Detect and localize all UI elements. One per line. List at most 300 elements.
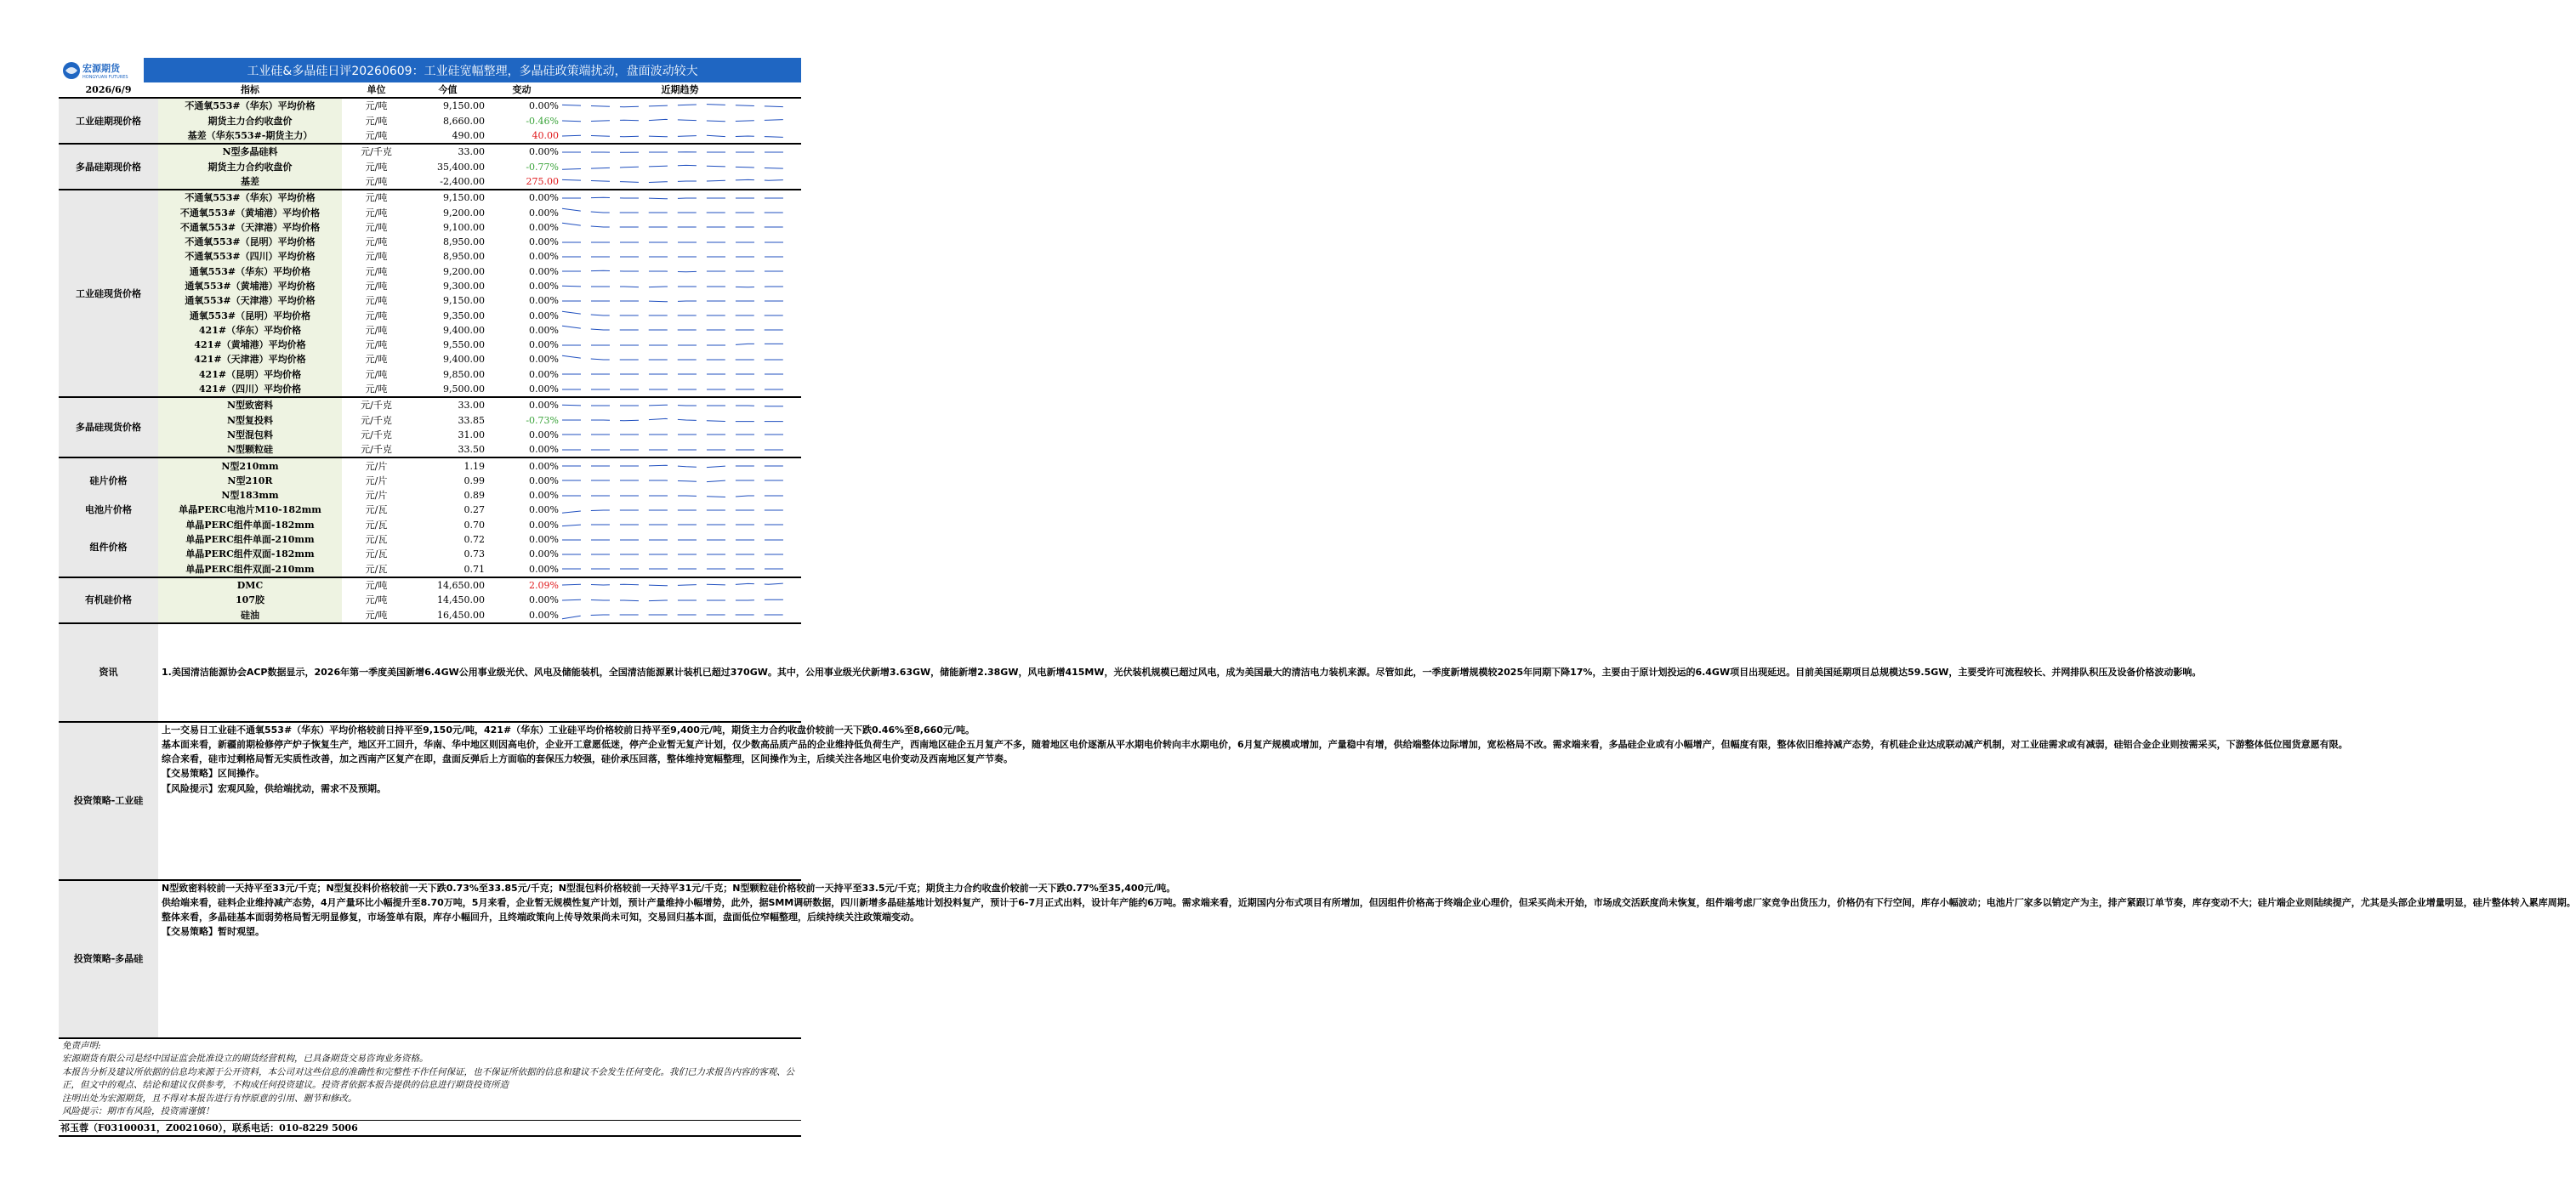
unit-cell: 元/瓦 <box>365 563 388 575</box>
value-cell: 8,660.00 <box>443 115 485 127</box>
change-cell: 0.00% <box>485 457 559 473</box>
change-cell: 0.00% <box>529 251 559 263</box>
unit-cell: 元/吨 <box>365 354 388 366</box>
trend-cell <box>559 577 801 593</box>
trend-cell <box>559 488 801 503</box>
indicator-name: N型210mm <box>158 457 342 473</box>
change-cell: 40.00 <box>532 130 559 142</box>
price-row <box>59 235 801 249</box>
value-cell: 14,650.00 <box>411 577 485 593</box>
unit-cell: 元/吨 <box>365 594 388 606</box>
unit-cell: 元/吨 <box>365 221 388 233</box>
change-cell: 2.09% <box>485 577 559 593</box>
value-cell: 9,400.00 <box>443 324 485 336</box>
company-logo <box>59 58 144 82</box>
trend-cell <box>559 279 801 293</box>
logo-en-text: HONGYUAN FUTURES <box>82 74 128 80</box>
value-cell: 0.89 <box>463 490 485 502</box>
trend-cell <box>559 264 801 279</box>
change-cell: 0.00% <box>529 383 559 395</box>
value-cell: 33.85 <box>458 414 485 426</box>
trend-line <box>562 599 789 601</box>
unit-cell: 元/吨 <box>365 324 388 336</box>
value-cell: 0.73 <box>463 548 485 560</box>
change-cell: 0.00% <box>529 519 559 531</box>
indicator-name: 不通氧553#（天津港）平均价格 <box>158 220 342 235</box>
unit-cell: 元/吨 <box>365 130 388 142</box>
price-row <box>59 442 801 457</box>
indicator-name: 基差 <box>158 174 342 190</box>
price-row <box>59 352 801 366</box>
category-label: 电池片价格 <box>59 503 158 517</box>
trend-cell <box>559 190 801 205</box>
change-cell: 0.00% <box>529 368 559 380</box>
change-cell: 0.00% <box>485 190 559 205</box>
strategy-poly-label: 投资策略-多晶硅 <box>59 880 158 1037</box>
trend-cell <box>559 114 801 128</box>
trend-cell <box>559 98 801 113</box>
strategy-paragraph: 基本面来看，新疆前期检修停产炉子恢复生产，地区开工回升，华南、华中地区则因高电价，企业开工意愿低迷，停产企业暂无复产计划，仅少数高品质产品的企业维持低负荷生产，西南地区硅企五月复产不多，随着地区电价逐渐从平水期电价转向丰水期电价，6月复产规模或增加，产量稳中有增，供给端整体边际增加，宽松格局不改。需求端来看，多晶硅企业或有小幅增产，但幅度有限，整体依旧维持减产态势，有机硅企业达成联动减产机制，对工业硅需求或有减弱，硅铝合金企业则按需采买，下游整体低位囤货意愿有限。 <box>162 738 2348 750</box>
price-row <box>59 159 801 173</box>
trend-sparkline <box>559 474 793 487</box>
value-cell: 8,950.00 <box>443 251 485 263</box>
unit-cell: 元/吨 <box>365 175 388 187</box>
change-cell: 0.00% <box>485 397 559 412</box>
trend-line <box>562 270 789 272</box>
trend-line <box>562 311 789 315</box>
trend-line <box>562 355 789 360</box>
indicator-name: 通氧553#（黄埔港）平均价格 <box>158 279 342 293</box>
unit-cell: 元/瓦 <box>365 534 388 546</box>
change-cell: -0.73% <box>526 414 559 426</box>
strategy-si-row <box>59 722 801 880</box>
indicator-name: 单晶PERC组件双面-210mm <box>158 562 342 577</box>
trend-line <box>562 419 789 422</box>
category-label: 工业硅期现价格 <box>59 98 158 144</box>
value-cell: 0.99 <box>463 474 485 486</box>
indicator-name: 421#（黄埔港）平均价格 <box>158 338 342 352</box>
price-row <box>59 518 801 532</box>
table-header-row <box>59 82 801 98</box>
indicator-name: N型复投料 <box>158 413 342 428</box>
trend-line <box>562 208 789 213</box>
report-sheet <box>59 58 2576 1137</box>
value-cell: 0.72 <box>463 534 485 546</box>
price-row <box>59 593 801 607</box>
price-row <box>59 323 801 338</box>
change-cell: 0.00% <box>529 354 559 366</box>
trend-sparkline <box>559 443 793 457</box>
logo-mark-icon <box>62 60 142 81</box>
category-label: 硅片价格 <box>59 457 158 503</box>
change-cell: 0.00% <box>485 98 559 113</box>
trend-header: 近期趋势 <box>661 84 699 96</box>
indicator-name: 通氧553#（昆明）平均价格 <box>158 308 342 322</box>
change-cell: -0.77% <box>526 161 559 173</box>
trend-line <box>562 301 789 302</box>
change-cell: 0.00% <box>529 594 559 606</box>
price-row <box>59 264 801 279</box>
unit-header: 单位 <box>367 84 386 96</box>
value-cell: 33.00 <box>411 397 485 412</box>
value-cell: 14,450.00 <box>437 594 485 606</box>
value-cell: 35,400.00 <box>437 161 485 173</box>
indicator-name: 不通氧553#（昆明）平均价格 <box>158 235 342 249</box>
trend-cell <box>559 174 801 190</box>
indicator-name: 不通氧553#（黄埔港）平均价格 <box>158 205 342 219</box>
disclaimer-line: 宏源期货有限公司是经中国证监会批准设立的期货经营机构，已具备期货交易咨询业务资格。 <box>62 1054 429 1065</box>
unit-cell: 元/千克 <box>361 429 392 440</box>
trend-sparkline <box>559 428 793 441</box>
trend-cell <box>559 220 801 235</box>
unit-cell: 元/吨 <box>365 251 388 263</box>
trend-sparkline <box>559 129 793 143</box>
indicator-header: 指标 <box>241 84 259 96</box>
price-row <box>59 144 801 159</box>
change-cell: -0.46% <box>526 115 559 127</box>
indicator-name: 期货主力合约收盘价 <box>158 159 342 173</box>
date-header: 2026/6/9 <box>85 84 132 96</box>
trend-sparkline <box>559 206 793 219</box>
unit-cell: 元/千克 <box>361 414 392 426</box>
unit-cell: 元/瓦 <box>365 548 388 560</box>
trend-sparkline <box>559 145 793 159</box>
trend-cell <box>559 503 801 517</box>
change-cell: 0.00% <box>529 295 559 307</box>
trend-line <box>562 465 789 467</box>
trend-sparkline <box>559 280 793 293</box>
indicator-name: DMC <box>158 577 342 593</box>
trend-line <box>562 525 789 526</box>
trend-cell <box>559 249 801 264</box>
strategy-paragraph: 【交易策略】区间操作。 <box>162 768 264 780</box>
value-cell: -2,400.00 <box>440 175 485 187</box>
trend-sparkline <box>559 608 793 622</box>
change-cell: 0.00% <box>529 236 559 248</box>
trend-sparkline <box>559 99 793 113</box>
trend-line <box>562 120 789 122</box>
trend-sparkline <box>559 250 793 264</box>
trend-line <box>562 510 789 513</box>
value-cell: 9,850.00 <box>443 368 485 380</box>
unit-cell: 元/吨 <box>365 236 388 248</box>
strategy-si-text <box>158 723 2348 796</box>
price-row <box>59 205 801 219</box>
indicator-name: 不通氧553#（四川）平均价格 <box>158 249 342 264</box>
trend-sparkline <box>559 459 793 473</box>
indicator-name: N型多晶硅料 <box>158 144 342 159</box>
change-cell: 0.00% <box>529 563 559 575</box>
change-cell: 0.00% <box>529 444 559 456</box>
category-label: 工业硅现货价格 <box>59 190 158 397</box>
trend-cell <box>559 518 801 532</box>
price-row <box>59 382 801 397</box>
price-row <box>59 503 801 517</box>
indicator-name: 期货主力合约收盘价 <box>158 114 342 128</box>
value-cell: 1.19 <box>411 457 485 473</box>
price-row <box>59 174 801 190</box>
price-row <box>59 562 801 577</box>
trend-sparkline <box>559 174 793 188</box>
trend-sparkline <box>559 236 793 249</box>
change-cell: 0.00% <box>529 609 559 621</box>
change-cell: 0.00% <box>529 324 559 336</box>
value-cell: 9,550.00 <box>443 339 485 351</box>
trend-line <box>562 180 789 183</box>
disclaimer-line: 本报告分析及建议所依据的信息均来源于公开资料，本公司对这些信息的准确性和完整性不作任何保证，也不保证所依据的信息和建议不会发生任何变化。我们已力求报告内容的客观、公正，但文中的观点、结论和建议仅供参考，不构成任何投资建议。投资者依据本报告提供的信息进行期货投资所造 <box>62 1066 794 1091</box>
trend-line <box>562 166 789 170</box>
category-label: 多晶硅现货价格 <box>59 397 158 457</box>
price-row <box>59 413 801 428</box>
value-cell: 0.71 <box>463 563 485 575</box>
unit-cell: 元/吨 <box>365 281 388 292</box>
trend-cell <box>559 457 801 473</box>
price-row <box>59 308 801 322</box>
price-row <box>59 114 801 128</box>
trend-sparkline <box>559 399 793 412</box>
change-header: 变动 <box>512 84 532 96</box>
indicator-name: 单晶PERC电池片M10-182mm <box>158 503 342 517</box>
change-cell: 0.00% <box>529 221 559 233</box>
trend-cell <box>559 144 801 159</box>
value-cell: 0.70 <box>463 519 485 531</box>
indicator-name: 421#（华东）平均价格 <box>158 323 342 338</box>
category-label: 多晶硅期现价格 <box>59 144 158 190</box>
trend-cell <box>559 442 801 457</box>
value-cell: 9,500.00 <box>443 383 485 395</box>
report-header <box>59 58 801 82</box>
trend-cell <box>559 397 801 412</box>
report-title: 工业硅&多晶硅日评20260609：工业硅宽幅整理，多晶硅政策端扰动，盘面波动较大 <box>144 58 801 82</box>
strategy-paragraph: 综合来看，硅市过剩格局暂无实质性改善，加之西南产区复产在即，盘面反弹后上方面临的套保压力较强，硅价承压回落，整体维持宽幅整理，区间操作为主，后续关注各地区电价变动及西南地区复产节奏。 <box>162 753 1013 765</box>
change-cell: 0.00% <box>529 534 559 546</box>
unit-cell: 元/吨 <box>365 115 388 127</box>
unit-cell: 元/吨 <box>365 207 388 219</box>
disclaimer <box>59 1037 801 1120</box>
disclaimer-line: 风险提示：期市有风险，投资需谨慎！ <box>62 1106 214 1117</box>
indicator-name: 单晶PERC组件单面-182mm <box>158 518 342 532</box>
trend-cell <box>559 293 801 308</box>
trend-line <box>562 583 789 586</box>
change-cell: 0.00% <box>529 207 559 219</box>
unit-cell: 元/吨 <box>365 368 388 380</box>
trend-sparkline <box>559 562 793 576</box>
trend-cell <box>559 474 801 488</box>
value-cell: 9,300.00 <box>443 281 485 292</box>
indicator-name: 单晶PERC组件单面-210mm <box>158 532 342 547</box>
category-label: 组件价格 <box>59 518 158 577</box>
indicator-name: 421#（天津港）平均价格 <box>158 352 342 366</box>
strategy-si-label: 投资策略-工业硅 <box>59 722 158 880</box>
disclaimer-line: 注明出处为宏源期货，且不得对本报告进行有悖原意的引用、删节和修改。 <box>62 1093 357 1104</box>
indicator-name: N型210R <box>158 474 342 488</box>
price-row <box>59 249 801 264</box>
trend-sparkline <box>559 264 793 278</box>
trend-cell <box>559 607 801 622</box>
price-row <box>59 397 801 412</box>
strategy-paragraph: 整体来看，多晶硅基本面弱势格局暂无明显修复，市场签单有限，库存小幅回升，且终端政策向上传导效果尚未可知，交易回归基本面，盘面低位窄幅整理，后续持续关注政策端变动。 <box>162 912 919 923</box>
trend-cell <box>559 367 801 382</box>
price-row <box>59 338 801 352</box>
change-cell: 0.00% <box>529 490 559 502</box>
value-cell: 490.00 <box>452 130 485 142</box>
trend-sparkline <box>559 594 793 607</box>
indicator-name: 基差（华东553#-期货主力） <box>158 128 342 144</box>
unit-cell: 元/吨 <box>365 161 388 173</box>
trend-sparkline <box>559 294 793 308</box>
trend-sparkline <box>559 160 793 173</box>
trend-cell <box>559 308 801 322</box>
news-row <box>59 623 801 722</box>
unit-cell: 元/吨 <box>365 383 388 395</box>
value-cell: 9,200.00 <box>443 265 485 277</box>
value-header: 今值 <box>438 84 458 96</box>
news-label: 资讯 <box>59 623 158 722</box>
unit-cell: 元/吨 <box>365 609 388 621</box>
trend-sparkline <box>559 413 793 427</box>
trend-cell <box>559 352 801 366</box>
price-row <box>59 532 801 547</box>
value-cell: 9,100.00 <box>443 221 485 233</box>
trend-sparkline <box>559 503 793 517</box>
trend-cell <box>559 562 801 577</box>
price-row <box>59 428 801 442</box>
change-cell: 275.00 <box>526 175 559 187</box>
trend-line <box>562 286 789 287</box>
trend-cell <box>559 547 801 561</box>
trend-line <box>562 152 789 153</box>
unit-cell: 元/吨 <box>342 190 411 205</box>
analyst-contact: 祁玉蓉（F03100031，Z0021060），联系电话：010-8229 5006 <box>59 1120 801 1137</box>
trend-cell <box>559 382 801 397</box>
trend-sparkline <box>559 309 793 322</box>
value-cell: 9,150.00 <box>411 190 485 205</box>
trend-line <box>562 496 789 497</box>
unit-cell: 元/千克 <box>361 444 392 456</box>
unit-cell: 元/瓦 <box>365 504 388 516</box>
unit-cell: 元/吨 <box>365 339 388 351</box>
unit-cell: 元/吨 <box>365 295 388 307</box>
value-cell: 9,350.00 <box>443 310 485 321</box>
indicator-name: 通氧553#（华东）平均价格 <box>158 264 342 279</box>
indicator-name: 421#（昆明）平均价格 <box>158 367 342 382</box>
strategy-paragraph: 【风险提示】宏观风险，供给端扰动，需求不及预期。 <box>162 782 386 794</box>
unit-cell: 元/瓦 <box>365 519 388 531</box>
change-cell: 0.00% <box>529 548 559 560</box>
unit-cell: 元/千克 <box>342 144 411 159</box>
indicator-name: N型致密料 <box>158 397 342 412</box>
trend-sparkline <box>559 489 793 503</box>
change-cell: 0.00% <box>529 429 559 440</box>
unit-cell: 元/片 <box>365 490 388 502</box>
change-cell: 0.00% <box>529 474 559 486</box>
trend-cell <box>559 413 801 428</box>
price-row <box>59 488 801 503</box>
price-table <box>59 82 2576 1037</box>
trend-sparkline <box>559 548 793 561</box>
trend-sparkline <box>559 533 793 547</box>
value-cell: 31.00 <box>458 429 485 440</box>
trend-sparkline <box>559 338 793 352</box>
strategy-paragraph: 上一交易日工业硅不通氧553#（华东）平均价格较前日持平至9,150元/吨，421#（华东）工业硅平均价格较前日持平至9,400元/吨，期货主力合约收盘价较前一天下跌0.46%至8,660元/吨。 <box>162 724 975 736</box>
unit-cell: 元/吨 <box>365 310 388 321</box>
indicator-name: N型颗粒硅 <box>158 442 342 457</box>
change-cell: 0.00% <box>529 281 559 292</box>
disclaimer-title: 免责声明: <box>62 1040 101 1051</box>
change-cell: 0.00% <box>529 265 559 277</box>
price-row <box>59 220 801 235</box>
indicator-name: N型183mm <box>158 488 342 503</box>
category-label: 有机硅价格 <box>59 577 158 623</box>
value-cell: 8,950.00 <box>443 236 485 248</box>
indicator-name: 通氧553#（天津港）平均价格 <box>158 293 342 308</box>
trend-cell <box>559 428 801 442</box>
unit-cell: 元/片 <box>365 474 388 486</box>
trend-cell <box>559 205 801 219</box>
trend-sparkline <box>559 353 793 366</box>
price-row <box>59 98 801 113</box>
strategy-paragraph: N型致密料较前一天持平至33元/千克；N型复投料价格较前一天下跌0.73%至33.85元/千克；N型混包料价格较前一天持平31元/千克；N型颗粒硅价格较前一天持平至33.5元/千克；期货主力合约收盘价较前一天下跌0.77%至35,400元/吨。 <box>162 882 1176 894</box>
strategy-paragraph: 【交易策略】暂时观望。 <box>162 926 264 938</box>
price-row <box>59 293 801 308</box>
trend-cell <box>559 593 801 607</box>
unit-cell: 元/片 <box>342 457 411 473</box>
indicator-name: 107胶 <box>158 593 342 607</box>
trend-cell <box>559 235 801 249</box>
trend-sparkline <box>559 518 793 531</box>
trend-cell <box>559 159 801 173</box>
change-cell: 0.00% <box>529 504 559 516</box>
change-cell: 0.00% <box>529 339 559 351</box>
strategy-poly-row <box>59 880 801 1037</box>
change-cell: 0.00% <box>529 310 559 321</box>
trend-line <box>562 327 789 331</box>
price-row <box>59 128 801 144</box>
trend-sparkline <box>559 191 793 205</box>
trend-line <box>562 405 789 406</box>
indicator-name: 硅油 <box>158 607 342 622</box>
unit-cell: 元/吨 <box>342 98 411 113</box>
price-row <box>59 474 801 488</box>
price-row <box>59 457 801 473</box>
change-cell: 0.00% <box>485 144 559 159</box>
value-cell: 33.00 <box>411 144 485 159</box>
trend-line <box>562 224 789 228</box>
trend-line <box>562 105 789 107</box>
trend-sparkline <box>559 383 793 396</box>
value-cell: 9,150.00 <box>411 98 485 113</box>
value-cell: 9,150.00 <box>443 295 485 307</box>
trend-line <box>562 344 789 345</box>
strategy-paragraph: 供给端来看，硅料企业维持减产态势，4月产量环比小幅提升至8.70万吨，5月来看，企业暂无规模性复产计划，预计产量维持小幅增势，此外，据SMM调研数据，四川新增多晶硅基地计划投料复产，预计于6-7月正式出料，设计年产能约6万吨。需求端来看，近期国内分布式项目有所增加，但因组件价格高于终端企业心理价，但采买尚未开始，市场成交活跃度尚未恢复，组件端考虑厂家竞争出货压力，价格仍有下行空间，库存小幅波动；电池片厂家多以销定产为主，排产紧跟订单节奏，库存变动不大；硅片端企业则陆续提产，尤其是头部企业增量明显，硅片整体转入累库周期。 <box>162 896 2576 908</box>
indicator-name: 不通氧553#（华东）平均价格 <box>158 98 342 113</box>
price-row <box>59 547 801 561</box>
trend-cell <box>559 338 801 352</box>
value-cell: 16,450.00 <box>437 609 485 621</box>
trend-sparkline <box>559 578 793 592</box>
trend-cell <box>559 532 801 547</box>
trend-line <box>562 615 789 619</box>
trend-cell <box>559 323 801 338</box>
unit-cell: 元/千克 <box>342 397 411 412</box>
strategy-poly-text <box>158 881 2576 940</box>
trend-sparkline <box>559 367 793 381</box>
unit-cell: 元/吨 <box>365 265 388 277</box>
indicator-name: 421#（四川）平均价格 <box>158 382 342 397</box>
value-cell: 9,400.00 <box>443 354 485 366</box>
price-row <box>59 190 801 205</box>
price-row <box>59 577 801 593</box>
